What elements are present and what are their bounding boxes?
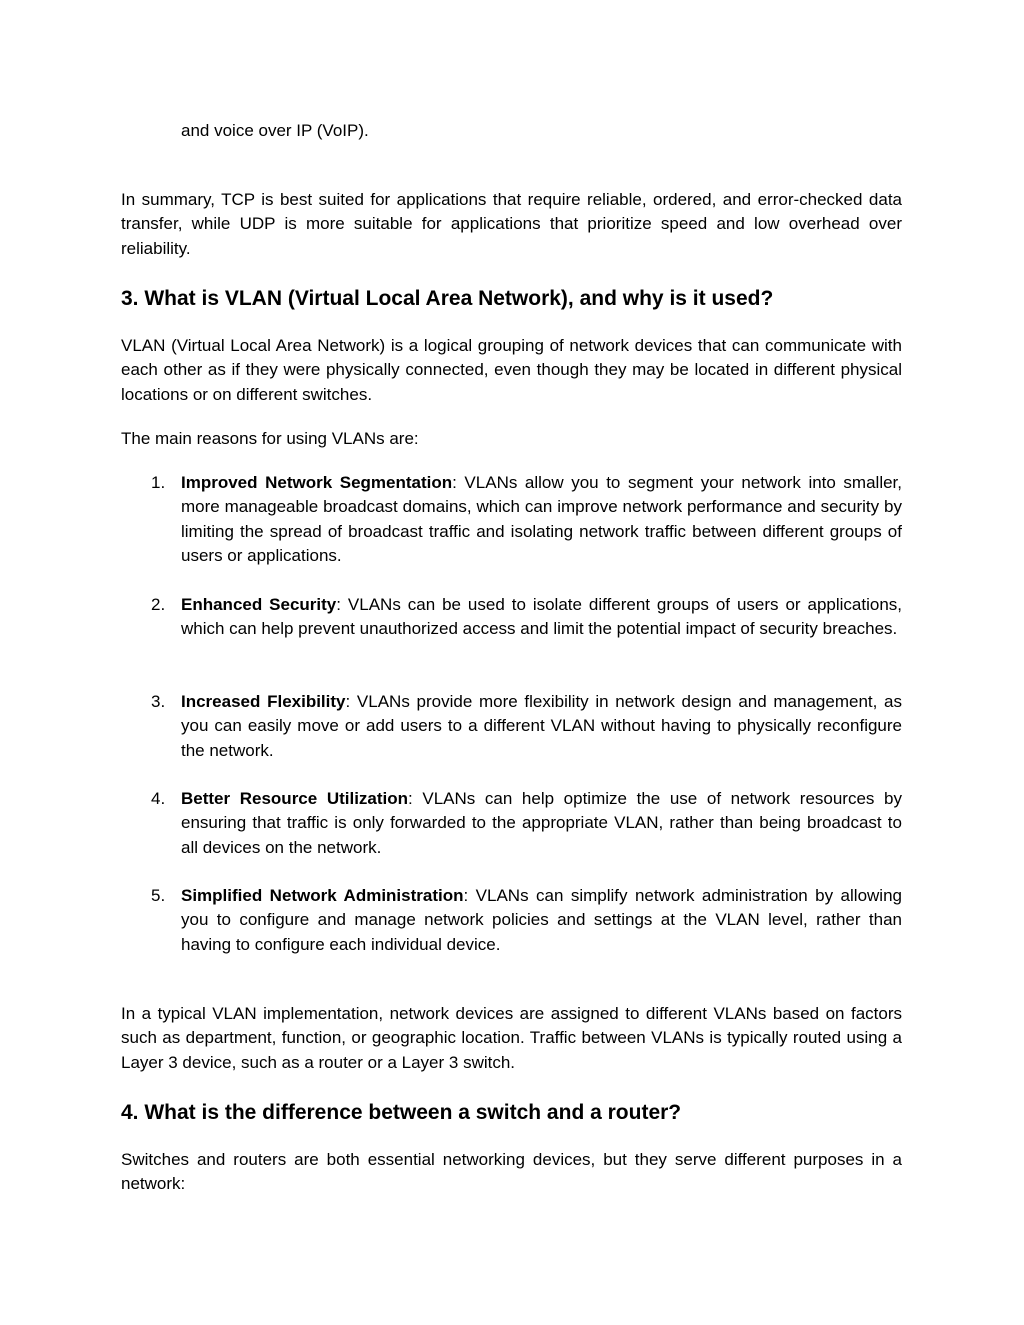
section-3-heading: 3. What is VLAN (Virtual Local Area Network), and why is it used? — [121, 287, 774, 310]
list-item — [121, 593, 902, 642]
section-4-heading: 4. What is the difference between a switch and a router? — [121, 1101, 682, 1124]
list-item — [121, 471, 902, 568]
list-item-text: : VLANs can help optimize the use of network resources by ensuring that traffic is only forwarded to the appropriate VLAN, rather than being broadcast to all devices on the network. — [181, 789, 902, 857]
list-item-term: Enhanced Security — [181, 595, 337, 614]
list-number: 4. — [151, 789, 166, 808]
list-item-term: Improved Network Segmentation — [181, 473, 453, 492]
list-item-text: : VLANs allow you to segment your network into smaller, more manageable broadcast domains, which can improve network performance and security by limiting the spread of broadcast traffic and isolating network traffic between different groups of users or applications. — [181, 473, 903, 565]
list-item-term: Increased Flexibility — [181, 692, 346, 711]
list-item-text: : VLANs provide more flexibility in network design and management, as you can easily move or add users to a different VLAN without having to physically reconfigure the network. — [181, 692, 902, 760]
list-number: 1. — [151, 473, 166, 492]
list-number: 2. — [151, 595, 166, 614]
list-number: 5. — [151, 886, 166, 905]
list-item-term: Simplified Network Administration — [181, 886, 464, 905]
continuation-text: and voice over IP (VoIP). — [181, 121, 369, 140]
list-item — [121, 690, 902, 763]
switch-router-intro-paragraph: Switches and routers are both essential networking devices, but they serve different purposes in a network: — [121, 1150, 902, 1194]
vlan-closing-paragraph: In a typical VLAN implementation, network devices are assigned to different VLANs based on factors such as department, function, or geographic location. Traffic between VLANs is typically routed using a Layer 3 device, such as a router or a Layer 3 switch. — [121, 1004, 902, 1072]
list-item-term: Better Resource Utilization — [181, 789, 409, 808]
list-number: 3. — [151, 692, 166, 711]
vlan-intro-paragraph: VLAN (Virtual Local Area Network) is a logical grouping of network devices that can communicate with each other as if they were physically connected, even though they may be located in different physical locations or on different switches. — [121, 336, 902, 404]
list-item-text: : VLANs can be used to isolate different groups of users or applications, which can help prevent unauthorized access and limit the potential impact of security breaches. — [181, 595, 902, 639]
reasons-lead-paragraph: The main reasons for using VLANs are: — [121, 429, 419, 448]
list-item — [121, 884, 902, 957]
list-item-text: : VLANs can simplify network administration by allowing you to configure and manage network policies and settings at the VLAN level, rather than having to configure each individual device. — [181, 886, 902, 954]
summary-paragraph: In summary, TCP is best suited for applications that require reliable, ordered, and error-checked data transfer, while UDP is more suitable for applications that prioritize speed and low overhead over reliability. — [121, 190, 902, 258]
list-item — [121, 787, 902, 860]
